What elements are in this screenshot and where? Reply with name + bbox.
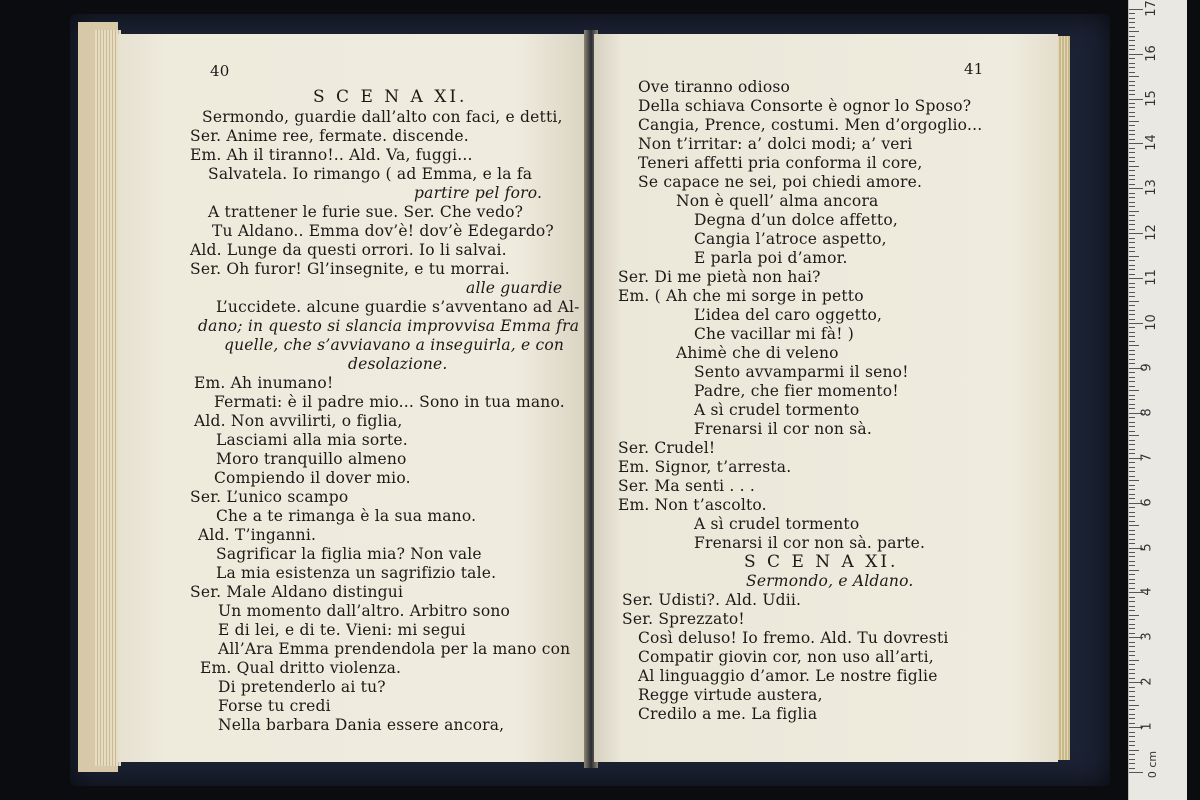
right-page-line-10: E parla poi d’amor. xyxy=(694,249,848,267)
left-page-line-21: Compiendo il dover mio. xyxy=(214,469,411,487)
ruler-tick xyxy=(1129,655,1135,656)
ruler-tick xyxy=(1129,332,1135,333)
left-page-line-28: Un momento dall’altro. Arbitro sono xyxy=(218,602,511,620)
left-page-line-12: L’uccidete. alcune guardie s’avventano ad Al- xyxy=(216,298,580,316)
right-page-line-3: Cangia, Prence, costumi. Men d’orgoglio... xyxy=(638,116,983,134)
ruler-tick xyxy=(1129,628,1135,629)
right-page-line-31: Compatir giovin cor, non uso all’arti, xyxy=(638,648,934,666)
right-page-line-8: Degna d’un dolce affetto, xyxy=(694,211,899,229)
ruler-tick xyxy=(1129,269,1135,270)
left-page-line-1: S C E N A XI. xyxy=(313,87,468,107)
right-page-line-34: Credilo a me. La figlia xyxy=(638,705,818,723)
ruler-tick xyxy=(1129,700,1135,701)
ruler-tick xyxy=(1129,184,1135,185)
ruler-tick xyxy=(1129,453,1135,454)
ruler-number: 17 xyxy=(1143,0,1159,17)
left-page-line-27: Ser. Male Aldano distingui xyxy=(190,583,404,601)
left-page-line-10: Ser. Oh furor! Gl’insegnite, e tu morrai. xyxy=(190,260,510,278)
ruler-tick xyxy=(1129,292,1135,293)
ruler-tick xyxy=(1129,90,1135,91)
left-page-line-24: Ald. T’inganni. xyxy=(198,526,317,544)
ruler-tick xyxy=(1129,467,1135,468)
ruler-tick xyxy=(1129,476,1135,477)
page-number-right: 41 xyxy=(964,60,984,78)
ruler-tick xyxy=(1129,45,1135,46)
left-page-line-5: Salvatela. Io rimango ( ad Emma, e la fa xyxy=(208,165,533,183)
ruler-tick xyxy=(1129,224,1135,225)
ruler-number: 10 xyxy=(1143,314,1159,331)
ruler-tick xyxy=(1129,103,1135,104)
ruler-number: 12 xyxy=(1143,224,1159,241)
ruler-tick xyxy=(1129,696,1135,697)
left-page-line-14: quelle, che s’avviavano a inseguirla, e con xyxy=(224,336,565,354)
ruler-tick xyxy=(1129,9,1143,10)
ruler-number: 6 xyxy=(1139,497,1155,507)
ruler-tick xyxy=(1129,539,1135,540)
ruler-tick xyxy=(1129,736,1135,737)
ruler-tick xyxy=(1129,583,1135,584)
ruler-tick xyxy=(1129,687,1135,688)
left-page-line-25: Sagrificar la figlia mia? Non vale xyxy=(216,545,482,563)
left-page-line-15: desolazione. xyxy=(348,355,448,373)
ruler-unit-label: 0 cm xyxy=(1146,750,1160,779)
ruler-tick xyxy=(1129,408,1135,409)
ruler-tick xyxy=(1129,525,1139,526)
ruler-tick xyxy=(1129,242,1135,243)
ruler-tick xyxy=(1129,27,1135,28)
ruler-tick xyxy=(1129,714,1135,715)
ruler-number: 8 xyxy=(1139,408,1155,417)
right-page-line-2: Della schiava Consorte è ognor lo Sposo? xyxy=(638,97,972,115)
right-page-line-33: Regge virtude austera, xyxy=(638,686,823,704)
right-page-line-7: Non è quell’ alma ancora xyxy=(676,192,879,210)
ruler-tick xyxy=(1129,435,1139,436)
ruler-tick xyxy=(1129,489,1135,490)
left-page-line-30: All’Ara Emma prendendola per la mano con xyxy=(218,640,571,658)
ruler-tick xyxy=(1129,251,1135,252)
ruler-tick xyxy=(1129,265,1135,266)
ruler-tick xyxy=(1129,377,1135,378)
ruler-tick xyxy=(1129,233,1143,234)
ruler-tick xyxy=(1129,94,1135,95)
right-page-line-26: S C E N A XI. xyxy=(744,552,899,572)
ruler-tick xyxy=(1129,363,1135,364)
left-page-line-33: Forse tu credi xyxy=(218,697,331,715)
ruler-tick xyxy=(1129,570,1139,571)
left-page-line-22: Ser. L’unico scampo xyxy=(190,488,349,506)
ruler-tick xyxy=(1129,512,1135,513)
ruler-tick xyxy=(1129,417,1135,418)
ruler-number: 13 xyxy=(1143,179,1159,197)
ruler-tick xyxy=(1129,63,1135,64)
ruler-tick xyxy=(1129,619,1135,620)
ruler-tick xyxy=(1129,354,1135,355)
ruler-tick xyxy=(1129,170,1135,171)
ruler-tick xyxy=(1129,359,1135,360)
ruler-tick xyxy=(1129,426,1135,427)
ruler-tick xyxy=(1129,22,1135,23)
ruler-tick xyxy=(1129,13,1135,14)
ruler-tick xyxy=(1129,193,1135,194)
left-page-line-13: dano; in questo si slancia improvvisa Emma fra xyxy=(198,317,580,335)
ruler-tick xyxy=(1129,274,1135,275)
ruler-tick xyxy=(1129,157,1135,158)
ruler-tick xyxy=(1129,229,1135,230)
right-page-line-16: Sento avvamparmi il seno! xyxy=(694,363,909,381)
ruler-number: 14 xyxy=(1143,134,1159,152)
ruler-tick xyxy=(1129,247,1135,248)
ruler-tick xyxy=(1129,125,1135,126)
ruler-tick xyxy=(1129,395,1135,396)
ruler-tick xyxy=(1129,610,1135,611)
ruler-tick xyxy=(1129,462,1135,463)
ruler-tick xyxy=(1129,565,1135,566)
ruler-tick xyxy=(1129,81,1135,82)
ruler-tick xyxy=(1129,323,1143,324)
ruler-number: 3 xyxy=(1139,632,1155,641)
ruler-tick xyxy=(1129,745,1135,746)
ruler-tick xyxy=(1129,444,1135,445)
left-page-line-32: Di pretenderlo ai tu? xyxy=(218,678,386,696)
ruler-tick xyxy=(1129,678,1135,679)
ruler-tick xyxy=(1129,72,1135,73)
right-page-line-21: Em. Signor, t’arresta. xyxy=(618,458,792,476)
ruler-tick xyxy=(1129,36,1135,37)
ruler-tick xyxy=(1129,723,1135,724)
ruler-tick xyxy=(1129,166,1139,167)
ruler-tick xyxy=(1129,705,1139,706)
ruler-tick xyxy=(1129,130,1135,131)
ruler-tick xyxy=(1129,381,1135,382)
ruler-tick xyxy=(1129,471,1135,472)
ruler-tick xyxy=(1129,161,1135,162)
left-page-line-17: Fermati: è il padre mio... Sono in tua mano. xyxy=(214,393,565,411)
ruler-number: 1 xyxy=(1139,722,1155,731)
ruler-tick xyxy=(1129,732,1135,733)
ruler-tick xyxy=(1129,561,1135,562)
ruler-tick xyxy=(1129,480,1139,481)
ruler-tick xyxy=(1129,310,1135,311)
right-page xyxy=(594,34,1058,762)
ruler-tick xyxy=(1129,260,1135,261)
ruler-tick xyxy=(1129,197,1135,198)
ruler-tick xyxy=(1129,134,1135,135)
ruler-tick xyxy=(1129,58,1135,59)
left-page-line-26: La mia esistenza un sagrifizio tale. xyxy=(216,564,497,582)
ruler-tick xyxy=(1129,709,1135,710)
ruler-tick xyxy=(1129,574,1135,575)
ruler-tick xyxy=(1129,552,1135,553)
left-page-line-20: Moro tranquillo almeno xyxy=(216,450,407,468)
ruler-tick xyxy=(1129,256,1139,257)
left-page-line-9: Ald. Lunge da questi orrori. Io li salvai. xyxy=(190,241,507,259)
ruler-tick xyxy=(1129,440,1135,441)
left-page-line-18: Ald. Non avvilirti, o figlia, xyxy=(194,412,403,430)
ruler-tick xyxy=(1129,350,1135,351)
ruler-tick xyxy=(1129,31,1139,32)
right-page-line-29: Ser. Sprezzato! xyxy=(622,610,745,628)
ruler-tick xyxy=(1129,507,1135,508)
right-page-line-24: A sì crudel tormento xyxy=(694,515,860,533)
ruler-number: 16 xyxy=(1143,44,1159,62)
ruler-tick xyxy=(1129,485,1135,486)
ruler-tick xyxy=(1129,399,1135,400)
ruler-tick xyxy=(1129,179,1135,180)
ruler-number: 11 xyxy=(1143,269,1159,286)
right-page-line-9: Cangia l’atroce aspetto, xyxy=(694,230,887,248)
ruler-tick xyxy=(1129,664,1135,665)
ruler-tick xyxy=(1129,498,1135,499)
right-page-line-32: Al linguaggio d’amor. Le nostre figlie xyxy=(638,667,938,685)
ruler-tick xyxy=(1129,49,1135,50)
left-page-line-3: Ser. Anime ree, fermate. discende. xyxy=(190,127,469,145)
ruler-tick xyxy=(1129,116,1135,117)
left-page-line-6: partire pel foro. xyxy=(414,184,543,202)
ruler-tick xyxy=(1129,431,1135,432)
ruler-tick xyxy=(1129,175,1135,176)
measurement-ruler xyxy=(1128,0,1187,800)
ruler-tick xyxy=(1129,763,1135,764)
ruler-number: 5 xyxy=(1139,542,1155,552)
ruler-tick xyxy=(1129,287,1135,288)
ruler-tick xyxy=(1129,422,1135,423)
ruler-tick xyxy=(1129,660,1139,661)
ruler-tick xyxy=(1129,85,1135,86)
ruler-tick xyxy=(1129,579,1135,580)
left-page-line-29: E di lei, e di te. Vieni: mi segui xyxy=(218,621,466,639)
right-page-line-20: Ser. Crudel! xyxy=(618,439,716,457)
ruler-tick xyxy=(1129,588,1135,589)
right-page-line-1: Ove tiranno odioso xyxy=(638,78,791,96)
left-page-line-8: Tu Aldano.. Emma dov’è! dov’è Edegardo? xyxy=(212,222,554,240)
ruler-tick xyxy=(1129,772,1143,773)
ruler-tick xyxy=(1129,768,1135,769)
right-page-line-18: A sì crudel tormento xyxy=(694,401,860,419)
right-page-line-30: Così deluso! Io fremo. Ald. Tu dovresti xyxy=(638,629,949,647)
ruler-tick xyxy=(1129,121,1139,122)
ruler-tick xyxy=(1129,215,1135,216)
ruler-tick xyxy=(1129,624,1135,625)
ruler-number: 2 xyxy=(1139,677,1155,686)
ruler-number: 7 xyxy=(1139,453,1155,462)
ruler-tick xyxy=(1129,651,1135,652)
left-page-line-7: A trattener le furie sue. Ser. Che vedo? xyxy=(208,203,524,221)
right-page-line-19: Frenarsi il cor non sà. xyxy=(694,420,872,438)
right-page-line-23: Em. Non t’ascolto. xyxy=(618,496,767,514)
right-page-line-25: Frenarsi il cor non sà. parte. xyxy=(694,534,926,552)
left-page-line-2: Sermondo, guardie dall’alto con faci, e detti, xyxy=(202,108,563,126)
right-page-line-13: L’idea del caro oggetto, xyxy=(694,306,883,324)
left-page-line-11: alle guardie xyxy=(466,279,563,297)
ruler-tick xyxy=(1129,327,1135,328)
ruler-tick xyxy=(1129,449,1135,450)
ruler-tick xyxy=(1129,211,1139,212)
ruler-tick xyxy=(1129,741,1135,742)
ruler-tick xyxy=(1129,597,1135,598)
ruler-number: 9 xyxy=(1139,363,1155,372)
left-page-line-19: Lasciami alla mia sorte. xyxy=(216,431,408,449)
ruler-tick xyxy=(1129,188,1143,189)
ruler-tick xyxy=(1129,646,1135,647)
ruler-tick xyxy=(1129,67,1135,68)
ruler-tick xyxy=(1129,759,1135,760)
ruler-tick xyxy=(1129,314,1135,315)
ruler-tick xyxy=(1129,143,1143,144)
ruler-tick xyxy=(1129,206,1135,207)
ruler-tick xyxy=(1129,345,1139,346)
left-page-line-4: Em. Ah il tiranno!.. Ald. Va, fuggi... xyxy=(190,146,473,164)
ruler-tick xyxy=(1129,750,1139,751)
ruler-tick xyxy=(1129,278,1143,279)
ruler-tick xyxy=(1129,718,1135,719)
ruler-tick xyxy=(1129,543,1135,544)
ruler-tick xyxy=(1129,301,1139,302)
ruler-tick xyxy=(1129,139,1135,140)
ruler-tick xyxy=(1129,633,1135,634)
ruler-tick xyxy=(1129,404,1135,405)
right-page-line-17: Padre, che fier momento! xyxy=(694,382,899,400)
ruler-tick xyxy=(1129,305,1135,306)
ruler-tick xyxy=(1129,606,1135,607)
ruler-tick xyxy=(1129,673,1135,674)
ruler-number: 4 xyxy=(1139,587,1155,597)
left-page-line-23: Che a te rimanga è la sua mano. xyxy=(216,507,477,525)
right-page-line-22: Ser. Ma senti . . . xyxy=(618,477,756,495)
right-page-stack xyxy=(1056,36,1070,760)
ruler-tick xyxy=(1129,521,1135,522)
ruler-tick xyxy=(1129,107,1135,108)
ruler-tick xyxy=(1129,556,1135,557)
page-number-left: 40 xyxy=(210,62,230,80)
ruler-tick xyxy=(1129,642,1135,643)
ruler-number: 15 xyxy=(1143,89,1159,107)
right-page-line-12: Em. ( Ah che mi sorge in petto xyxy=(618,287,864,305)
ruler-tick xyxy=(1129,386,1135,387)
ruler-tick xyxy=(1129,516,1135,517)
left-page-line-31: Em. Qual dritto violenza. xyxy=(200,659,402,677)
ruler-tick xyxy=(1129,283,1135,284)
left-page-line-34: Nella barbara Dania essere ancora, xyxy=(218,716,505,734)
ruler-tick xyxy=(1129,296,1135,297)
ruler-tick xyxy=(1129,319,1135,320)
left-page-line-16: Em. Ah inumano! xyxy=(194,374,334,392)
right-page-line-6: Se capace ne sei, poi chiedi amore. xyxy=(638,173,923,191)
right-page-line-15: Ahimè che di veleno xyxy=(676,344,839,362)
ruler-tick xyxy=(1129,202,1135,203)
ruler-tick xyxy=(1129,99,1143,100)
ruler-tick xyxy=(1129,615,1139,616)
left-page xyxy=(118,34,588,762)
right-page-line-4: Non t’irritar: a’ dolci modi; a’ veri xyxy=(638,135,913,153)
right-page-line-28: Ser. Udisti?. Ald. Udii. xyxy=(622,591,802,609)
right-page-line-27: Sermondo, e Aldano. xyxy=(746,572,914,590)
ruler-tick xyxy=(1129,112,1135,113)
ruler-tick xyxy=(1129,152,1135,153)
ruler-tick xyxy=(1129,54,1143,55)
ruler-tick xyxy=(1129,534,1135,535)
ruler-tick xyxy=(1129,669,1135,670)
right-page-line-11: Ser. Di me pietà non hai? xyxy=(618,268,821,286)
right-page-line-5: Teneri affetti pria conforma il core, xyxy=(638,154,923,172)
ruler-tick xyxy=(1129,18,1135,19)
ruler-tick xyxy=(1129,148,1135,149)
ruler-tick xyxy=(1129,691,1135,692)
ruler-tick xyxy=(1129,530,1135,531)
ruler-tick xyxy=(1129,220,1135,221)
ruler-tick xyxy=(1129,601,1135,602)
ruler-tick xyxy=(1129,76,1139,77)
ruler-tick xyxy=(1129,372,1135,373)
ruler-tick xyxy=(1129,494,1135,495)
ruler-tick xyxy=(1129,238,1135,239)
right-page-line-14: Che vacillar mi fà! ) xyxy=(694,325,855,343)
ruler-tick xyxy=(1129,341,1135,342)
ruler-tick xyxy=(1129,336,1135,337)
ruler-tick xyxy=(1129,390,1139,391)
ruler-tick xyxy=(1129,754,1135,755)
ruler-tick xyxy=(1129,40,1135,41)
